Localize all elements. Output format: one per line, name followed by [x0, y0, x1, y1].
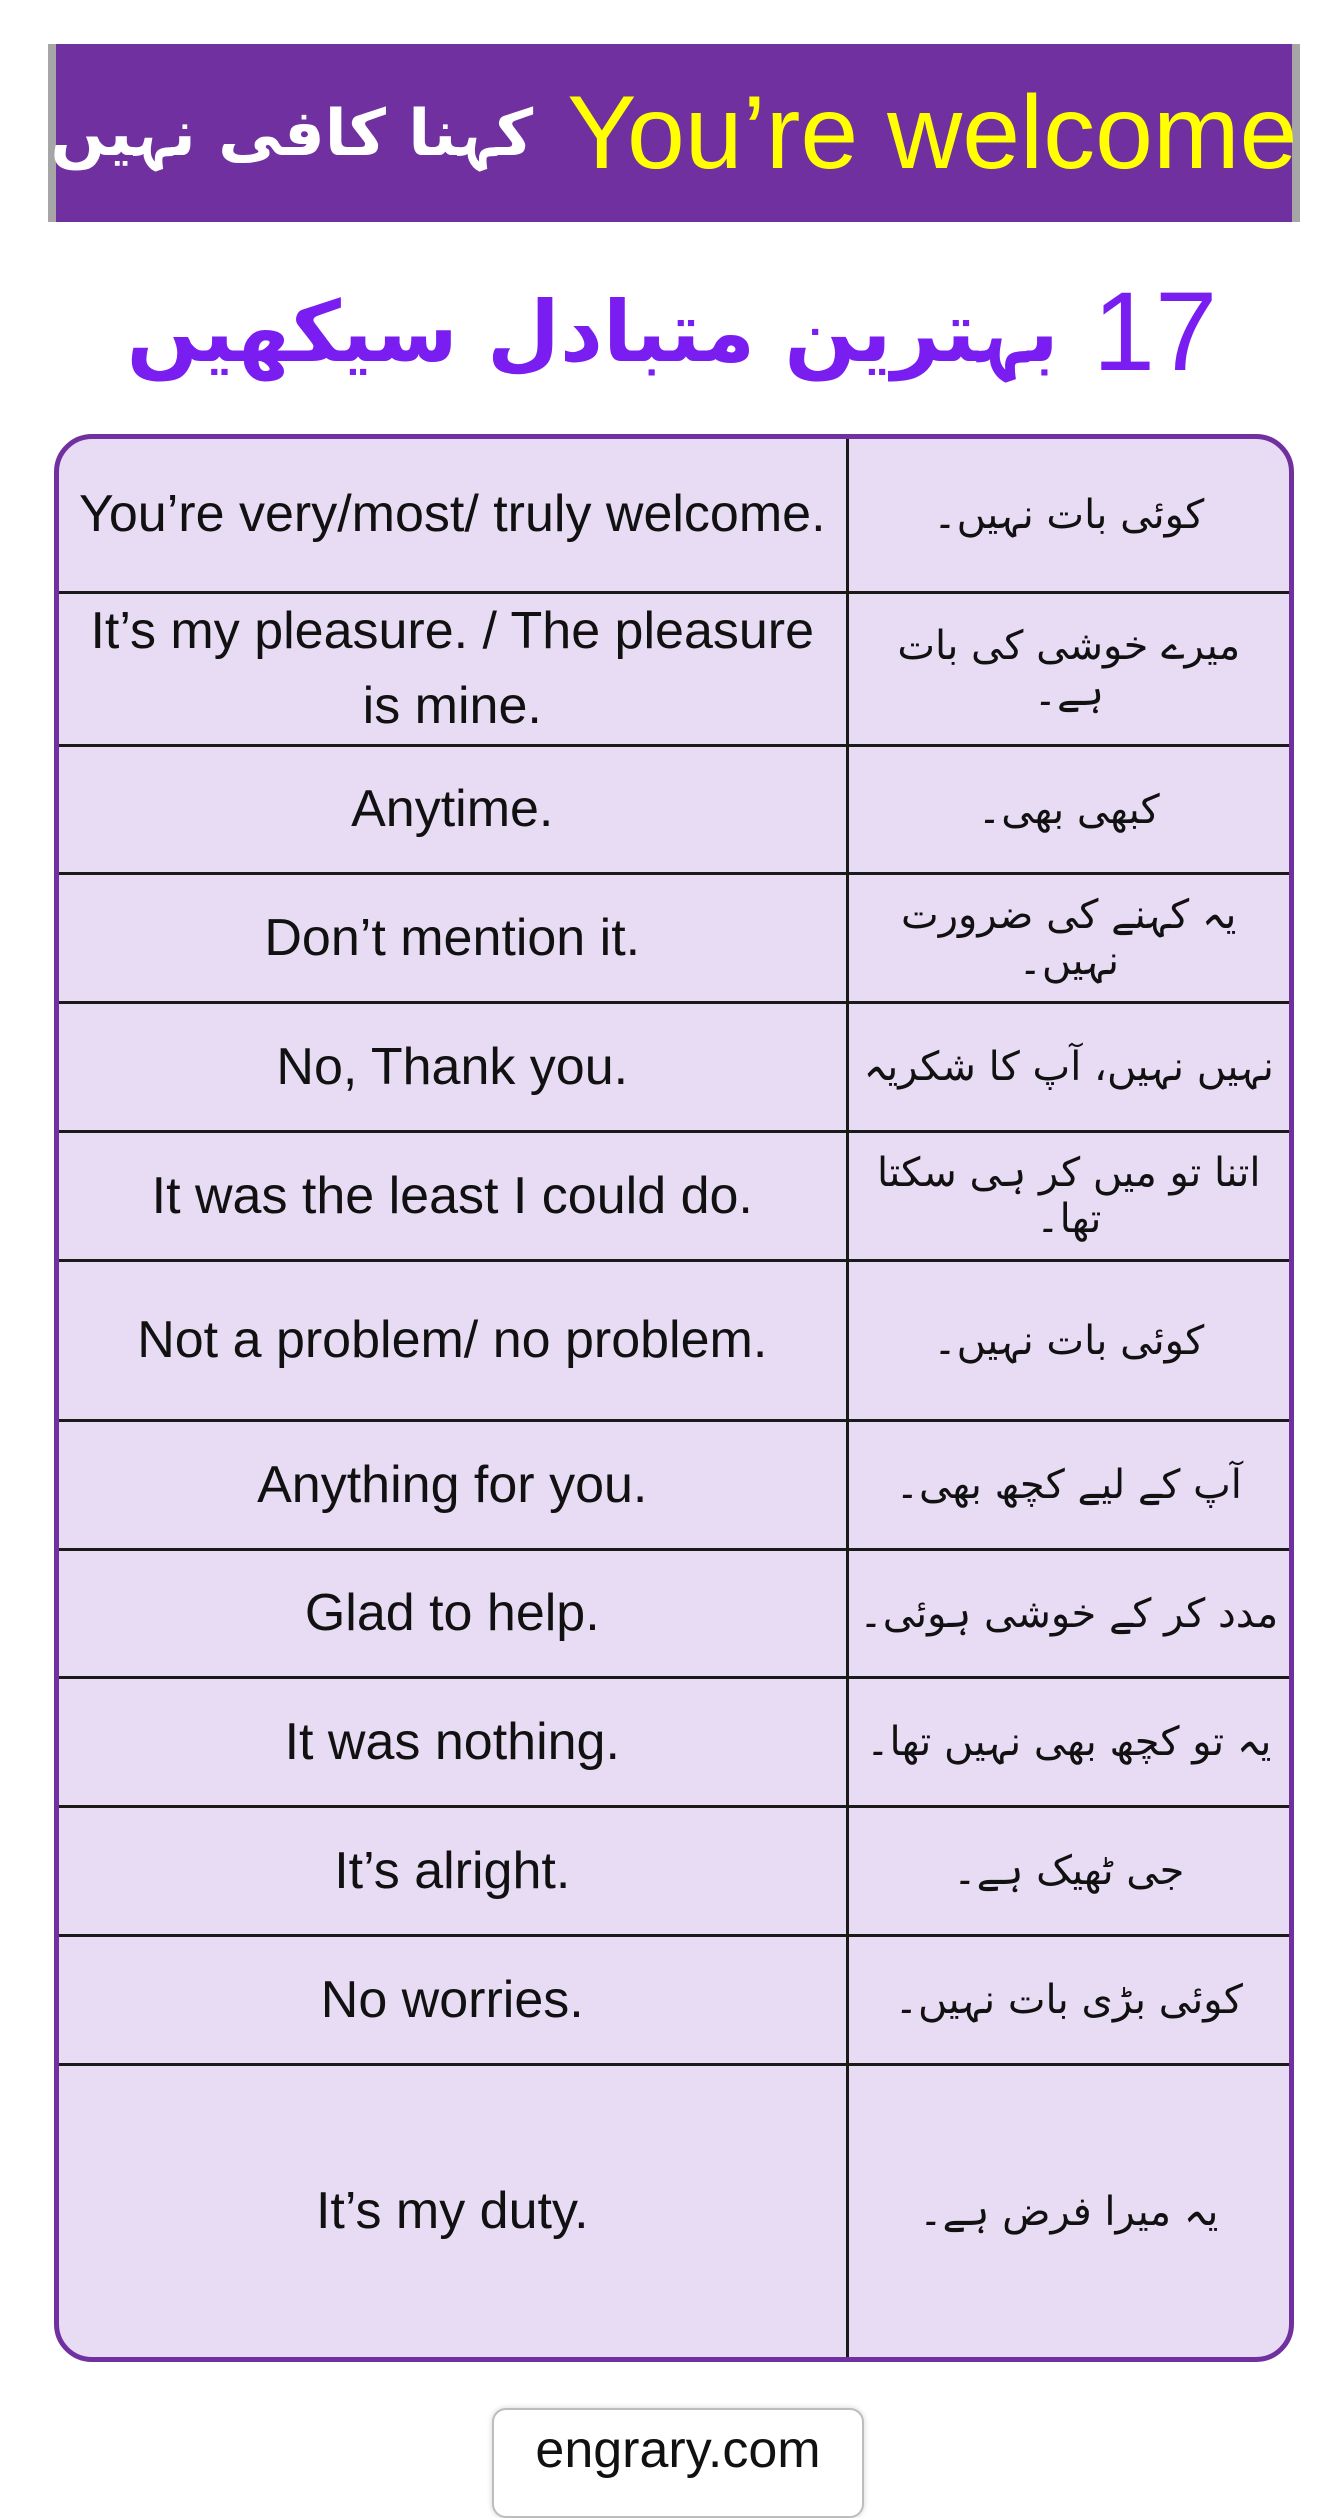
- banner-english-title: You’re welcome: [567, 75, 1298, 191]
- english-phrase: You’re very/most/ truly welcome.: [59, 439, 847, 592]
- english-phrase: It’s my pleasure. / The pleasure is mine.: [59, 592, 847, 746]
- english-phrase: No, Thank you.: [59, 1003, 847, 1132]
- table-row: [59, 439, 1289, 592]
- urdu-translation: میرے خوشی کی بات ہے۔: [847, 592, 1289, 746]
- table-row: [59, 1807, 1289, 1936]
- urdu-translation: یہ میرا فرض ہے۔: [919, 2188, 1219, 2235]
- english-phrase: Not a problem/ no problem.: [59, 1261, 847, 1421]
- urdu-translation: جی ٹھیک ہے۔: [847, 1807, 1289, 1936]
- urdu-translation: کبھی بھی۔: [847, 746, 1289, 874]
- english-phrase: It’s alright.: [59, 1807, 847, 1936]
- table-row: [59, 1003, 1289, 1132]
- urdu-translation: مدد کر کے خوشی ہوئی۔: [847, 1550, 1289, 1678]
- banner-urdu-text: کہنا کافی نہیں: [50, 96, 534, 171]
- english-phrase: Glad to help.: [59, 1550, 847, 1678]
- table-row: [59, 1678, 1289, 1807]
- table-row: [59, 1132, 1289, 1261]
- table-row: [59, 874, 1289, 1003]
- english-phrase: Don’t mention it.: [59, 874, 847, 1003]
- website-footer: [492, 2408, 864, 2518]
- english-phrase: No worries.: [59, 1936, 847, 2065]
- website-name: engrary.com: [535, 2421, 821, 2479]
- table-row: [59, 2065, 1289, 2357]
- urdu-translation: نہیں نہیں، آپ کا شکریہ: [847, 1003, 1289, 1132]
- urdu-translation: کوئی بڑی بات نہیں۔: [847, 1936, 1289, 2065]
- table-row: [59, 746, 1289, 874]
- urdu-translation: کوئی بات نہیں۔: [847, 1261, 1289, 1421]
- urdu-translation: آپ کے لیے کچھ بھی۔: [847, 1421, 1289, 1550]
- table-row: [59, 1550, 1289, 1678]
- table-row: [59, 1261, 1289, 1421]
- urdu-translation: کوئی بات نہیں۔: [847, 439, 1289, 592]
- urdu-translation: یہ تو کچھ بھی نہیں تھا۔: [847, 1678, 1289, 1807]
- table-row: [59, 592, 1289, 746]
- phrase-table: [54, 434, 1294, 2362]
- table-row: [59, 1421, 1289, 1550]
- english-phrase: Anything for you.: [59, 1421, 847, 1550]
- subtitle-urdu-text: بہترین متبادل سیکھیں: [126, 283, 1059, 381]
- table-row: [59, 1936, 1289, 2065]
- subtitle: [0, 262, 1344, 402]
- urdu-translation: اتنا تو میں کر ہی سکتا تھا۔: [847, 1132, 1289, 1261]
- english-phrase: It was nothing.: [59, 1678, 847, 1807]
- english-phrase: It’s my duty.: [59, 2065, 847, 2357]
- english-phrase: Anytime.: [59, 746, 847, 874]
- title-banner: [48, 44, 1300, 222]
- urdu-translation: یہ کہنے کی ضرورت نہیں۔: [847, 874, 1289, 1003]
- english-phrase: It was the least I could do.: [59, 1132, 847, 1261]
- subtitle-count: 17: [1092, 269, 1218, 394]
